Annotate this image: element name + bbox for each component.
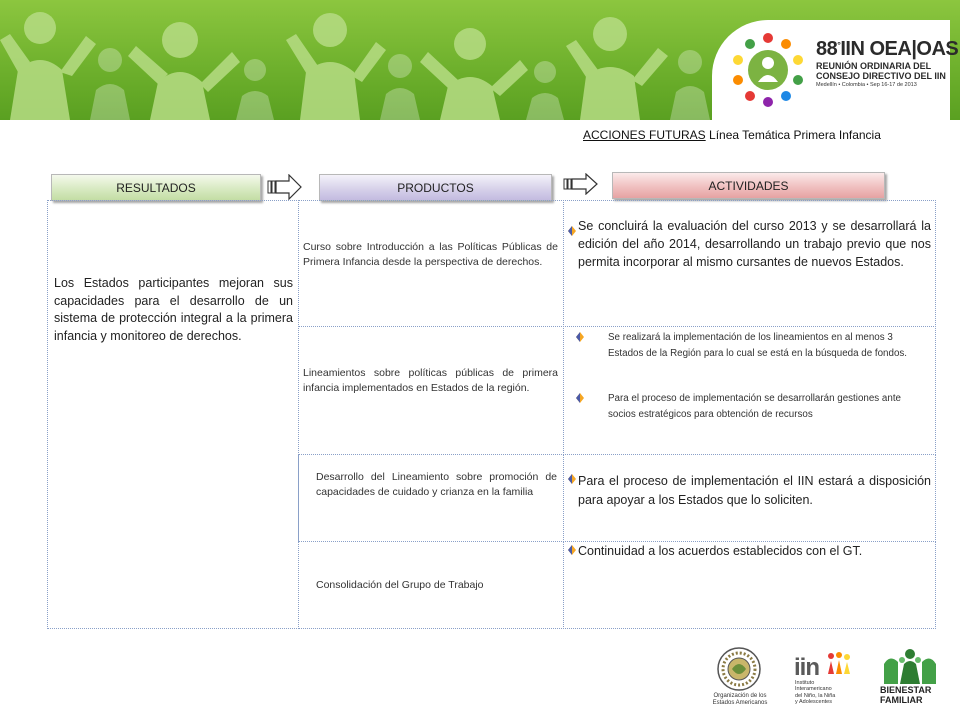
bienestar-familiar-caption	[880, 685, 931, 705]
logo-line-1: REUNIÓN ORDINARIA DEL	[816, 61, 932, 71]
activity-text: Para el proceso de implementación se desarrollarán gestiones ante socios estratégicos para obtención de recursos	[608, 393, 901, 420]
meeting-logo	[712, 20, 959, 120]
bienestar-caption-line-1: BIENESTAR	[880, 685, 932, 695]
bullet-icon	[576, 332, 584, 342]
children-silhouettes-decoration	[0, 0, 720, 120]
iin-caption	[795, 680, 835, 706]
oas-caption	[708, 693, 772, 707]
results-header: RESULTADOS	[51, 174, 261, 201]
page-title-rest: Línea Temática Primera Infancia	[705, 128, 881, 142]
iin-children-icon	[826, 652, 852, 674]
product-text: Consolidación del Grupo de Trabajo	[316, 579, 484, 591]
iin-caption-line-2: Interamericano	[795, 686, 832, 693]
bullet-icon	[568, 226, 576, 236]
bullet-icon	[568, 545, 576, 555]
children-circle-emblem-icon	[728, 30, 808, 110]
page-title	[583, 128, 881, 142]
iin-caption-line-4: y Adolescentes	[795, 699, 832, 706]
flow-arrow-icon	[563, 173, 599, 195]
result-text: Los Estados participantes mejoran sus capacidades para el desarrollo de un sistema de protección integral a la primera infancia y monitoreo de derechos.	[54, 276, 293, 343]
oas-caption-line-1: Organización de los	[713, 693, 767, 699]
results-cell	[47, 200, 299, 629]
oas-caption-line-2: Estados Americanos	[712, 700, 768, 706]
bienestar-familiar-emblem-icon	[882, 646, 938, 684]
iin-caption-line-1: Instituto	[795, 680, 815, 686]
oas-seal-logo	[716, 646, 762, 692]
header-banner	[0, 0, 960, 120]
logo-date: Medellín • Colombia • Sep 16-17 de 2013	[816, 82, 917, 88]
iin-logo-mark: iin	[794, 654, 819, 681]
activity-text: Se concluirá la evaluación del curso 2013 y se desarrollará la edición del año 2014, desarrollando un trabajo previo que nos permita incorporar al mismo cursantes de nuevos Estados.	[578, 219, 931, 269]
products-header: PRODUCTOS	[319, 174, 552, 201]
activity-text: Para el proceso de implementación el IIN estará a disposición para apoyar a los Estados que lo soliciten.	[578, 474, 931, 507]
logo-title: 88°IIN OEA|OAS	[816, 38, 959, 60]
bienestar-caption-line-2: FAMILIAR	[880, 695, 923, 705]
iin-caption-line-3: del Niño, la Niña	[795, 692, 836, 699]
bullet-icon	[568, 474, 576, 484]
activities-header: ACTIVIDADES	[612, 172, 885, 199]
product-text: Lineamientos sobre políticas públicas de primera infancia implementados en Estados de la región.	[303, 367, 558, 395]
logo-line-2: CONSEJO DIRECTIVO DEL IIN	[816, 71, 946, 81]
flow-arrow-icon	[267, 174, 303, 200]
page-title-underlined: ACCIONES FUTURAS	[583, 128, 706, 142]
bullet-icon	[576, 393, 584, 403]
activity-text: Se realizará la implementación de los lineamientos en al menos 3 Estados de la Región para lo cual se está en la búsqueda de fondos.	[608, 332, 908, 359]
activity-text: Continuidad a los acuerdos establecidos con el GT.	[578, 544, 863, 558]
product-text: Desarrollo del Lineamiento sobre promoción de capacidades de cuidado y crianza en la familia	[316, 471, 557, 499]
meeting-logo-text	[816, 38, 959, 88]
product-text: Curso sobre Introducción a las Políticas Públicas de Primera Infancia desde la perspectiva de derechos.	[303, 241, 558, 269]
